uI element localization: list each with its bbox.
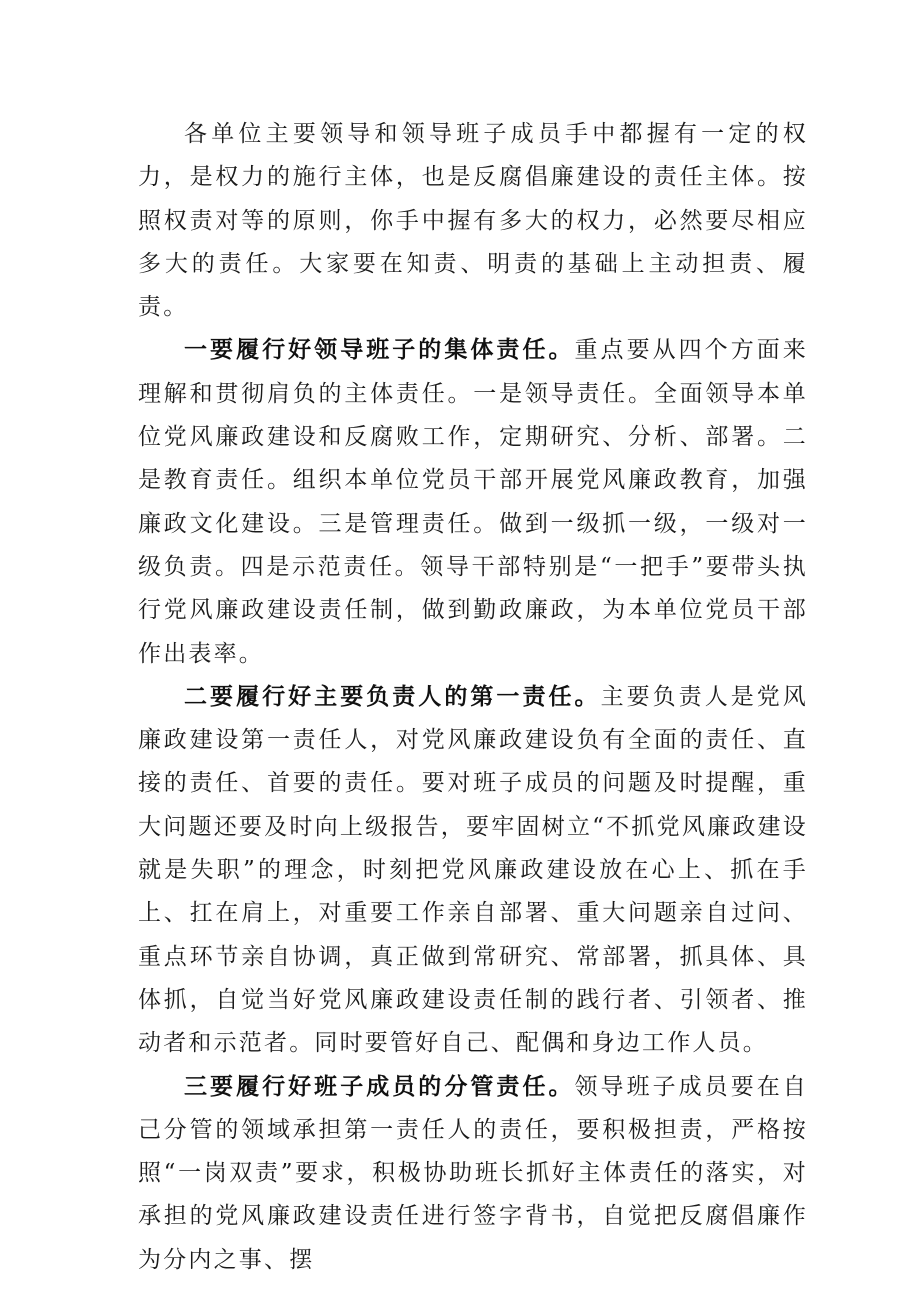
paragraph-divisional-responsibility xyxy=(138,1066,808,1282)
paragraph-text: 重点要从四个方面来理解和贯彻肩负的主体责任。一是领导责任。全面领导本单位党风廉政建设和反腐败工作，定期研究、分析、部署。二是教育责任。组织本单位党员干部开展党风廉政教育，加强廉政文化建设。三是管理责任。做到一级抓一级，一级对一级负责。四是示范责任。领导干部特别是“一把手”要带头执行党风廉政建设责任制，做到勤政廉政，为本单位党员干部作出表率。 xyxy=(138,337,808,667)
paragraph-text: 各单位主要领导和领导班子成员手中都握有一定的权力，是权力的施行主体，也是反腐倡廉建设的责任主体。按照权责对等的原则，你手中握有多大的权力，必然要尽相应多大的责任。大家要在知责、明责的基础上主动担责、履责。 xyxy=(138,121,808,321)
paragraph-intro xyxy=(138,113,808,329)
paragraph-primary-responsibility xyxy=(138,676,808,1066)
paragraph-collective-responsibility xyxy=(138,329,808,675)
paragraph-heading: 一要履行好领导班子的集体责任。 xyxy=(184,337,575,364)
paragraph-text: 主要负责人是党风廉政建设第一责任人，对党风廉政建设负有全面的责任、直接的责任、首要的责任。要对班子成员的问题及时提醒，重大问题还要及时向上级报告，要牢固树立“不抓党风廉政建设就是失职”的理念，时刻把党风廉政建设放在心上、抓在手上、扛在肩上，对重要工作亲自部署、重大问题亲自过问、重点环节亲自协调，真正做到常研究、常部署，抓具体、具体抓，自觉当好党风廉政建设责任制的践行者、引领者、推动者和示范者。同时要管好自己、配偶和身边工作人员。 xyxy=(138,683,809,1057)
paragraph-text: 领导班子成员要在自己分管的领域承担第一责任人的责任，要积极担责，严格按照“一岗双责”要求，积极协助班长抓好主体责任的落实，对承担的党风廉政建设责任进行签字背书，自觉把反腐倡廉作为分内之事、摆 xyxy=(138,1073,808,1273)
document-body xyxy=(138,113,808,1282)
paragraph-heading: 二要履行好主要负责人的第一责任。 xyxy=(184,683,601,710)
paragraph-heading: 三要履行好班子成员的分管责任。 xyxy=(184,1073,575,1100)
